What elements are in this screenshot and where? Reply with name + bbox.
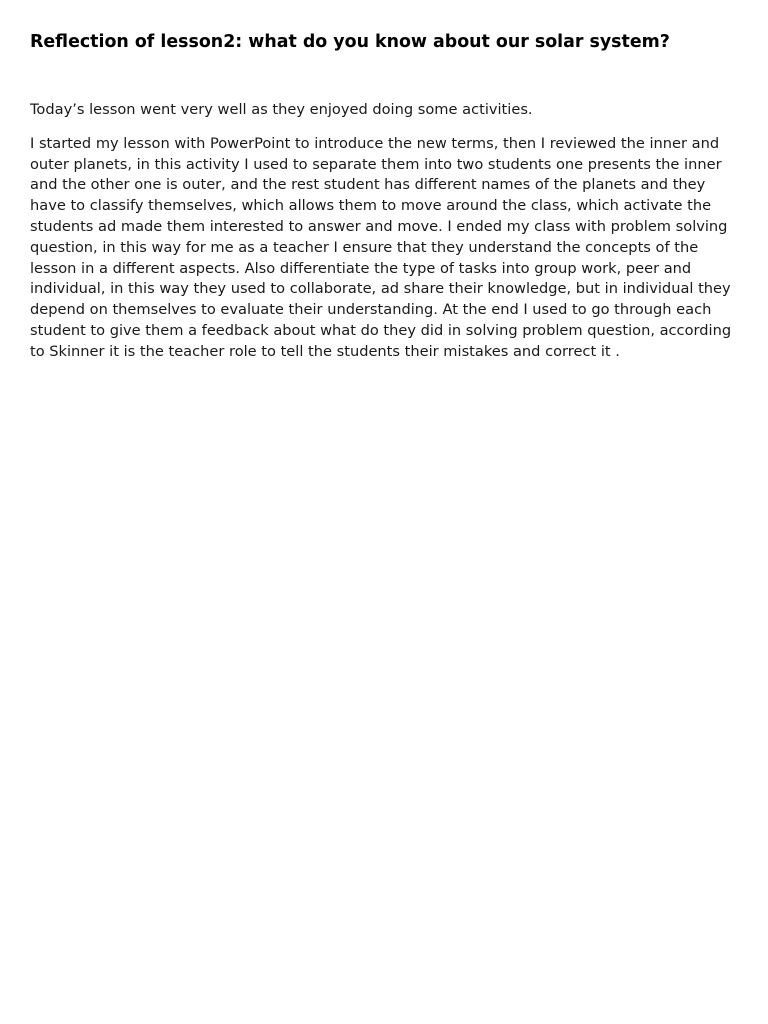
paragraph-intro: Today’s lesson went very well as they enjoyed doing some activities.: [30, 101, 533, 118]
paragraph-body: I started my lesson with PowerPoint to introduce the new terms, then I reviewed the inner and outer planets, in this activity I used to separate them into two students one presents the inner and the other one is outer, and the rest student has different names of the planets and they have to classify themselves, which allows them to move around the class, which activate the students ad made them interested to answer and move. I ended my class with problem solving question, in this way for me as a teacher I ensure that they understand the concepts of the lesson in a different aspects. Also differentiate the type of tasks into group work, peer and individual, in this way they used to collaborate, ad share their knowledge, but in individual they depend on themselves to evaluate their understanding. At the end I used to go through each student to give them a feedback about what do they did in solving problem question, according to Skinner it is the teacher role to tell the students their mistakes and correct it .: [30, 134, 732, 360]
document-title: Reflection of lesson2: what do you know about our solar system?: [30, 32, 670, 52]
